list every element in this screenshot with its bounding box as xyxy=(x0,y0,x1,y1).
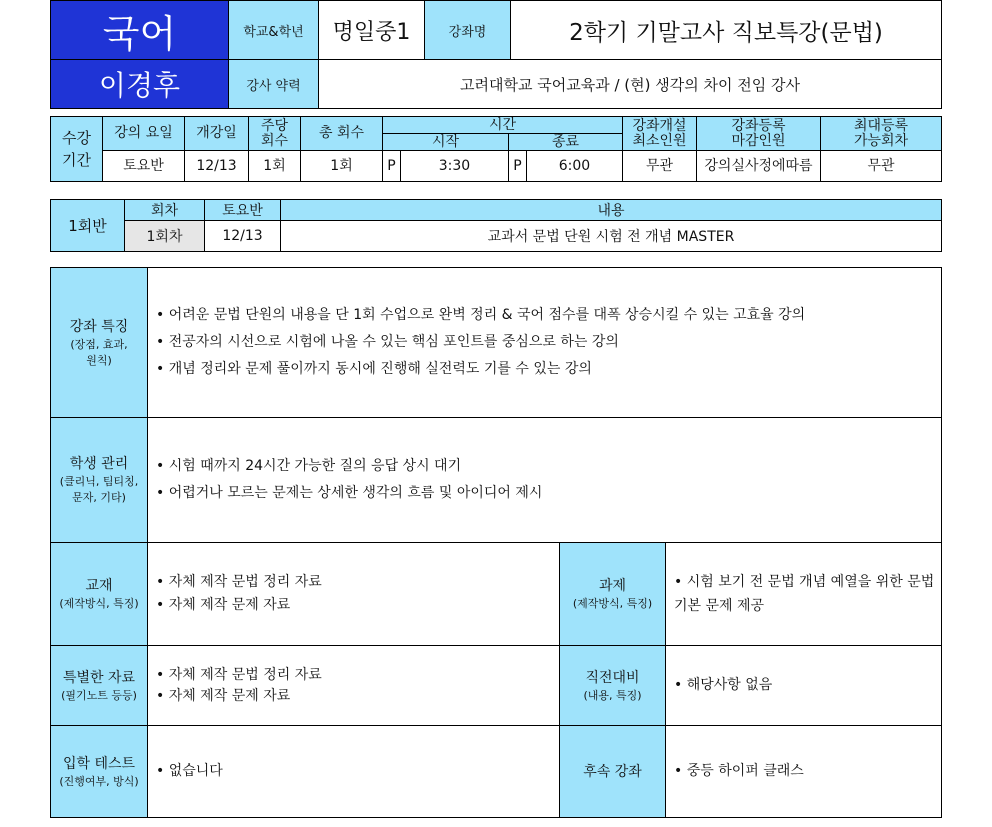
end-ampm: P xyxy=(509,151,527,182)
session-table xyxy=(50,199,942,252)
weekly-count-header: 주당 회수 xyxy=(249,117,301,151)
list-item: • 전공자의 시선으로 시험에 나올 수 있는 핵심 포인트를 중심으로 하는 강의 xyxy=(156,334,619,350)
start-ampm: P xyxy=(383,151,401,182)
followup-label: 후속 강좌 xyxy=(560,726,666,818)
management-label: 학생 관리 (클리닉, 팀티칭, 문자, 기타) xyxy=(51,418,148,543)
entrance-test-content: • 없습니다 xyxy=(148,726,560,818)
school-grade-label: 학교&학년 xyxy=(229,1,319,60)
homework-content: • 시험 보기 전 문법 개념 예열을 위한 문법 기본 문제 제공 xyxy=(666,543,942,646)
end-time: 6:00 xyxy=(527,151,623,182)
start-time: 3:30 xyxy=(401,151,509,182)
session-label: 1회반 xyxy=(51,200,125,252)
day-header: 강의 요일 xyxy=(103,117,185,151)
end-header: 종료 xyxy=(509,134,623,151)
course-header-table xyxy=(50,0,942,109)
deadline-value: 강의실사정에따름 xyxy=(697,151,821,182)
list-item: • 자체 제작 문법 정리 자료 xyxy=(156,574,322,590)
homework-label: 과제 (제작방식, 특징) xyxy=(560,543,666,646)
entrance-test-label: 입학 테스트 (진행여부, 방식) xyxy=(51,726,148,818)
course-details-table xyxy=(50,267,942,818)
session-day-header: 토요반 xyxy=(205,200,281,221)
total-count-value: 1회 xyxy=(301,151,383,182)
time-header: 시간 xyxy=(383,117,623,134)
max-enroll-header: 최대등록 가능회차 xyxy=(821,117,942,151)
min-enroll-header: 강좌개설 최소인원 xyxy=(623,117,697,151)
day-value: 토요반 xyxy=(103,151,185,182)
start-header: 시작 xyxy=(383,134,509,151)
list-item: • 자체 제작 문제 자료 xyxy=(156,597,291,613)
session-date-value: 12/13 xyxy=(205,221,281,252)
list-item: • 어렵거나 모르는 문제는 상세한 생각의 흐름 및 아이디어 제시 xyxy=(156,485,543,501)
prep-content: • 해당사항 없음 xyxy=(666,646,942,726)
management-content xyxy=(148,418,942,543)
feature-label: 강좌 특징 (장점, 효과, 원칙) xyxy=(51,268,148,418)
feature-content xyxy=(148,268,942,418)
special-material-content xyxy=(148,646,560,726)
total-count-header: 총 회수 xyxy=(301,117,383,151)
list-item: • 자체 제작 문법 정리 자료 xyxy=(156,666,322,683)
textbook-content xyxy=(148,543,560,646)
list-item: • 어려운 문법 단원의 내용을 단 1회 수업으로 완벽 정리 & 국어 점수를 대폭 상승시킬 수 있는 고효율 강의 xyxy=(156,307,806,323)
period-label: 수강 기간 xyxy=(51,117,103,182)
open-date-value: 12/13 xyxy=(185,151,249,182)
prep-label: 직전대비 (내용, 특징) xyxy=(560,646,666,726)
teacher-name: 이경후 xyxy=(51,60,229,109)
list-item: • 개념 정리와 문제 풀이까지 동시에 진행해 실전력도 기를 수 있는 강의 xyxy=(156,361,592,377)
followup-content: • 중등 하이퍼 클래스 xyxy=(666,726,942,818)
weekly-count-value: 1회 xyxy=(249,151,301,182)
schedule-table xyxy=(50,116,942,182)
subject-name: 국어 xyxy=(51,1,229,60)
special-material-label: 특별한 자료 (필기노트 등등) xyxy=(51,646,148,726)
teacher-profile: 고려대학교 국어교육과 / (현) 생각의 차이 전임 강사 xyxy=(319,60,942,109)
table-row xyxy=(51,221,942,252)
round-header: 회차 xyxy=(125,200,205,221)
max-enroll-value: 무관 xyxy=(821,151,942,182)
content-header: 내용 xyxy=(281,200,942,221)
deadline-header: 강좌등록 마감인원 xyxy=(697,117,821,151)
round-value: 1회차 xyxy=(125,221,205,252)
course-title: 2학기 기말고사 직보특강(문법) xyxy=(511,1,942,60)
list-item: • 시험 때까지 24시간 가능한 질의 응답 상시 대기 xyxy=(156,458,462,474)
school-grade-value: 명일중1 xyxy=(319,1,425,60)
open-date-header: 개강일 xyxy=(185,117,249,151)
teacher-profile-label: 강사 약력 xyxy=(229,60,319,109)
list-item: • 자체 제작 문제 자료 xyxy=(156,687,291,704)
textbook-label: 교재 (제작방식, 특징) xyxy=(51,543,148,646)
course-name-label: 강좌명 xyxy=(425,1,511,60)
session-content-value: 교과서 문법 단원 시험 전 개념 MASTER xyxy=(281,221,942,252)
min-enroll-value: 무관 xyxy=(623,151,697,182)
